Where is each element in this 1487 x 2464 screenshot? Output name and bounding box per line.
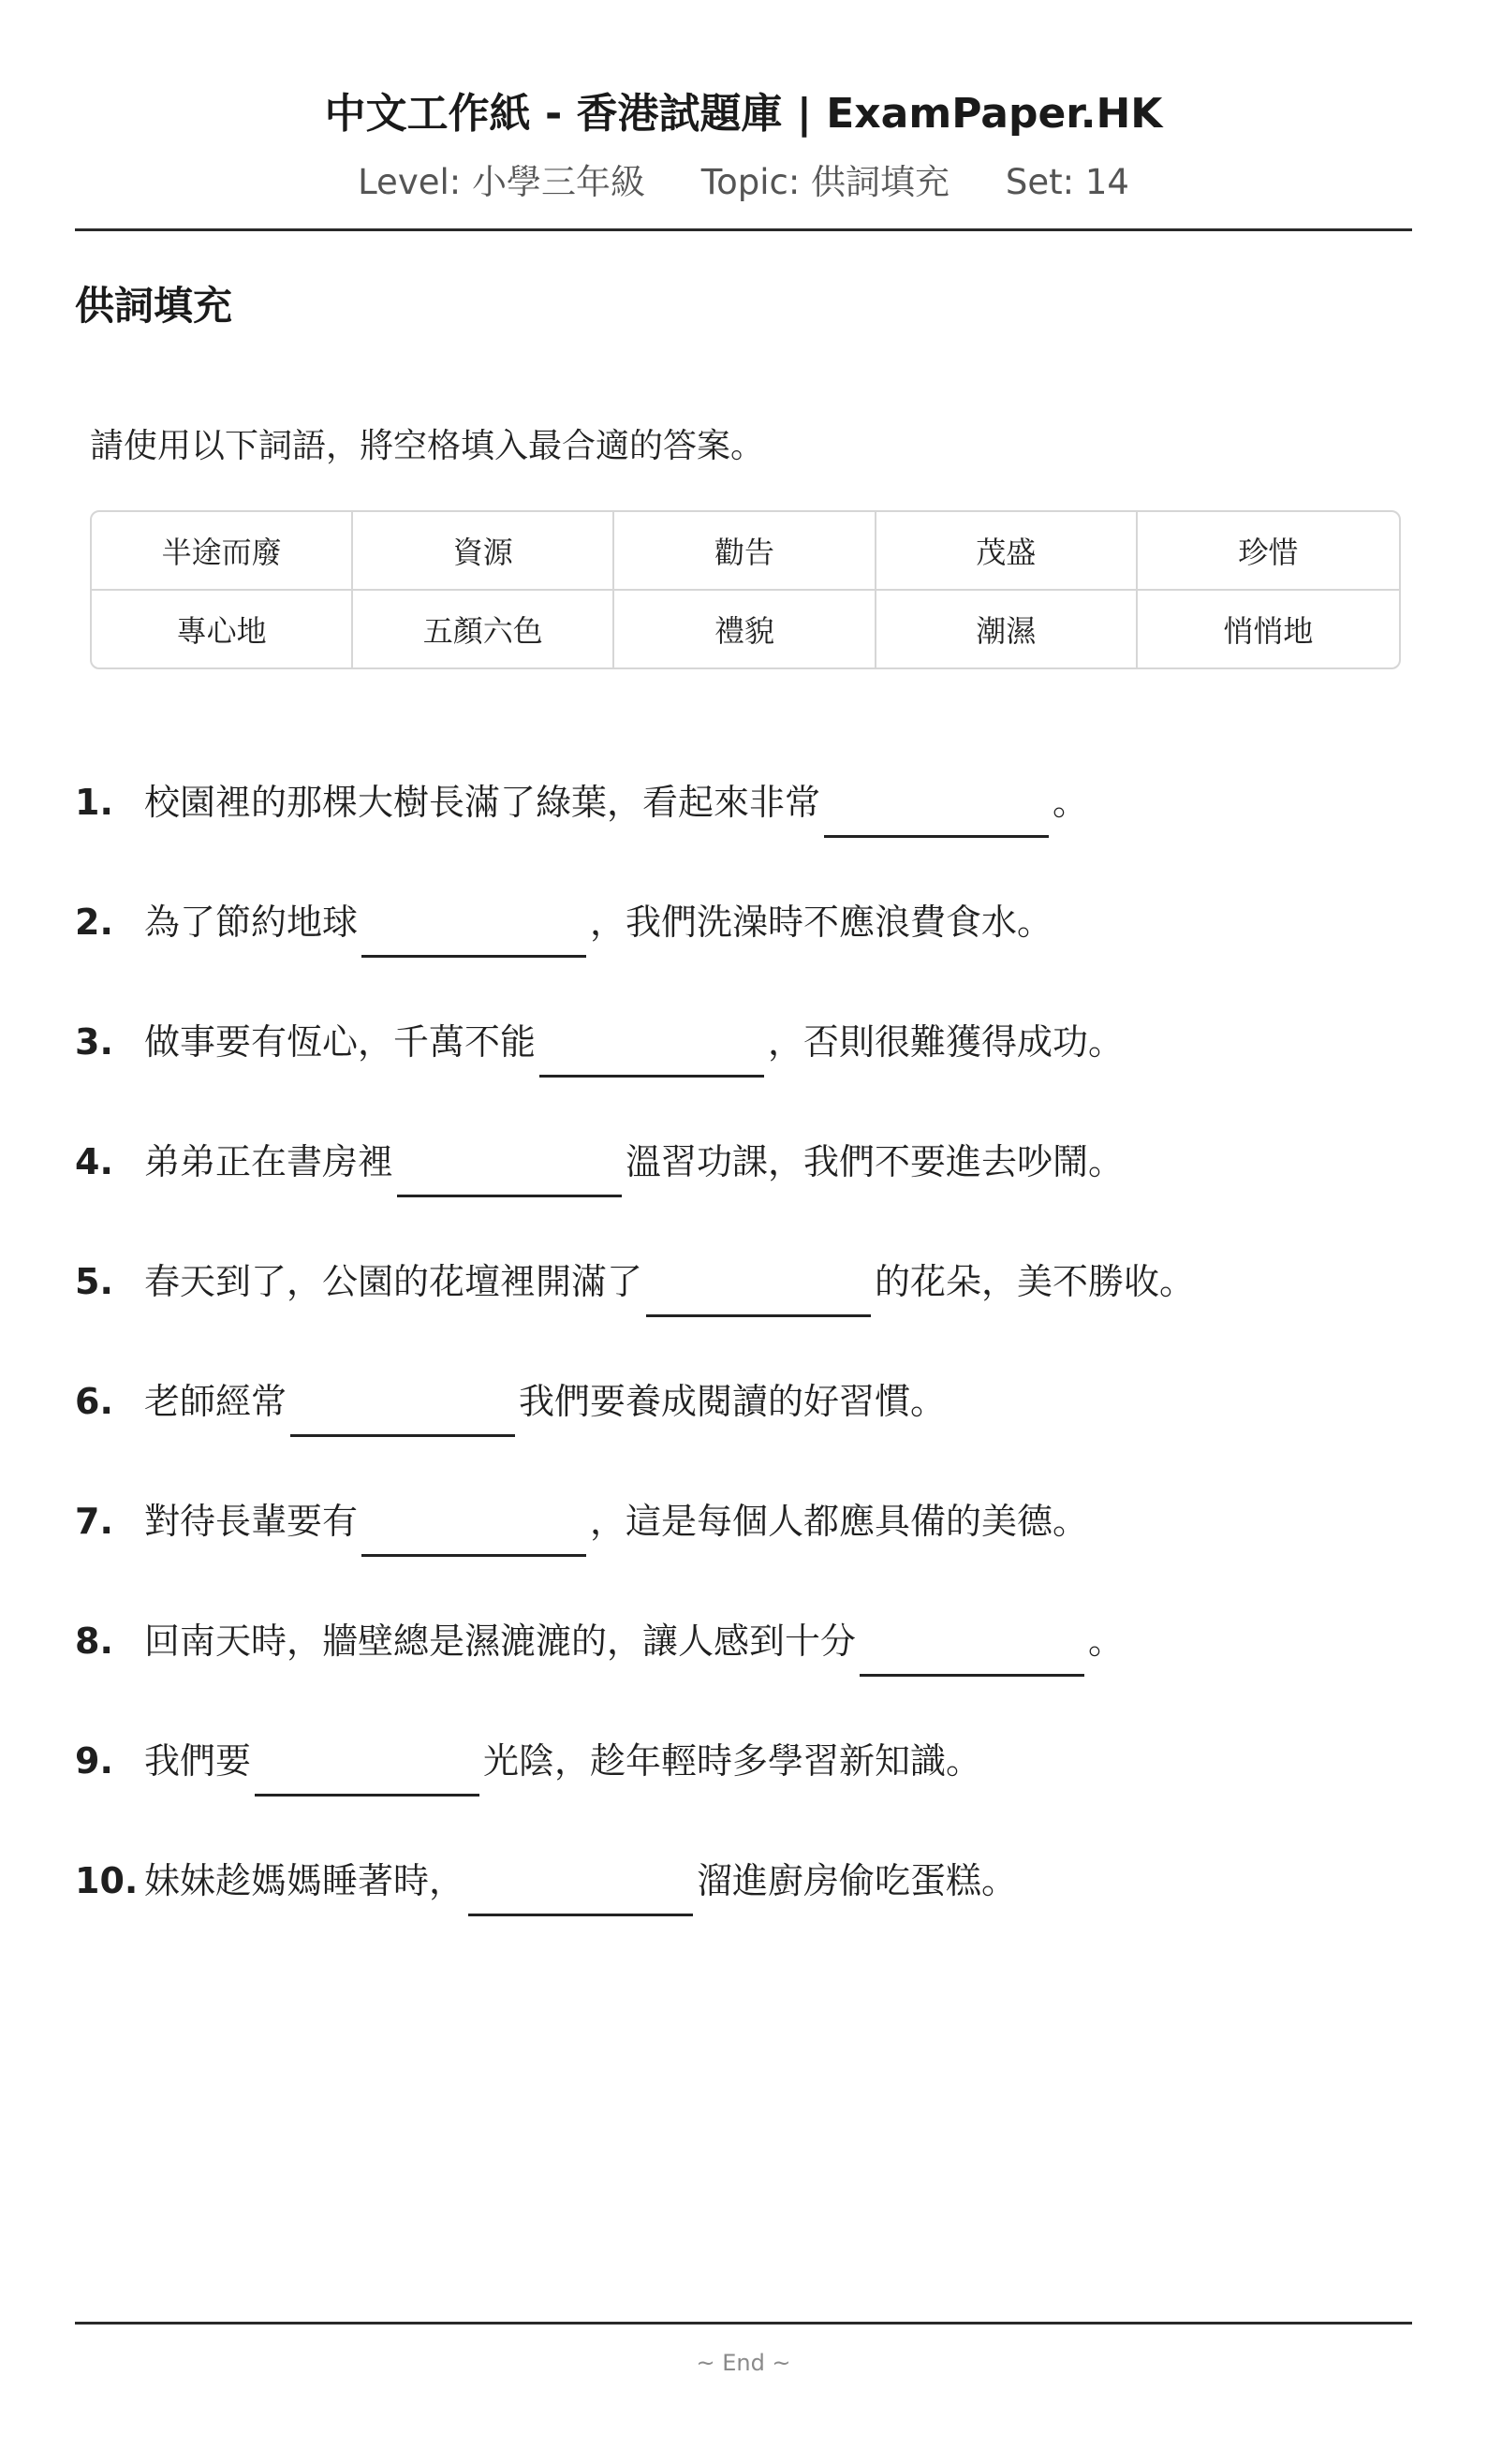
word-bank-cell: 茂盛 (876, 512, 1138, 591)
answer-blank[interactable] (539, 1037, 764, 1078)
answer-blank[interactable] (860, 1636, 1084, 1677)
word-bank-cell: 禮貌 (614, 591, 876, 667)
question-text-before: 我們要 (144, 1740, 252, 1782)
word-bank-cell: 半途而廢 (92, 512, 353, 591)
question-number: 5. (75, 1261, 113, 1302)
topic-label: Topic: 供詞填充 (700, 162, 950, 202)
question-text-before: 弟弟正在書房裡 (144, 1141, 394, 1182)
question-text-after: 溜進廚房偷吃蛋糕。 (697, 1860, 1018, 1901)
worksheet-meta (75, 159, 1412, 206)
question-text (144, 1137, 1124, 1186)
question-number: 10. (75, 1860, 139, 1901)
word-bank-table (90, 510, 1401, 669)
answer-blank[interactable] (361, 1517, 586, 1557)
question-text-after: 我們要養成閱讀的好習慣。 (519, 1381, 947, 1422)
word-bank-cell: 資源 (353, 512, 614, 591)
answer-blank[interactable] (361, 917, 586, 958)
question-text-after: ，這是每個人都應具備的美德。 (590, 1501, 1089, 1542)
question-text-after: 。 (1088, 1621, 1125, 1662)
question-text-after: 光陰，趁年輕時多學習新知識。 (483, 1740, 982, 1782)
question-text (144, 1018, 1124, 1066)
page-title: 中文工作紙 - 香港試題庫 | ExamPaper.HK (324, 90, 1163, 138)
question-text (144, 778, 1088, 827)
question-item (75, 827, 1412, 946)
footer-divider (75, 2322, 1412, 2325)
question-item (75, 1066, 1412, 1186)
answer-blank[interactable] (290, 1397, 515, 1437)
worksheet-page (75, 0, 1412, 2464)
question-text-before: 妹妹趁媽媽睡著時， (144, 1860, 465, 1901)
question-number: 9. (75, 1740, 113, 1782)
question-number: 1. (75, 782, 113, 823)
question-text-before: 對待長輩要有 (144, 1501, 359, 1542)
answer-blank[interactable] (468, 1876, 693, 1916)
question-number: 2. (75, 902, 113, 943)
question-number: 4. (75, 1141, 113, 1182)
question-text (144, 898, 1053, 946)
word-bank-cell: 專心地 (92, 591, 353, 667)
question-text (144, 1257, 1195, 1306)
question-text (144, 1377, 946, 1426)
word-bank-cell: 勸告 (614, 512, 876, 591)
answer-blank[interactable] (646, 1277, 871, 1317)
question-text-after: 的花朵，美不勝收。 (875, 1261, 1196, 1302)
question-item (75, 1306, 1412, 1426)
question-number: 6. (75, 1381, 113, 1422)
header-divider (75, 228, 1412, 231)
question-item (75, 1426, 1412, 1546)
answer-blank[interactable] (255, 1756, 479, 1797)
level-label: Level: 小學三年級 (358, 162, 645, 202)
question-item (75, 1186, 1412, 1306)
question-text-after: 溫習功課，我們不要進去吵鬧。 (626, 1141, 1125, 1182)
question-text-before: 春天到了，公園的花壇裡開滿了 (144, 1261, 643, 1302)
question-text-after: ，我們洗澡時不應浪費食水。 (590, 902, 1053, 943)
section-title: 供詞填充 (75, 283, 233, 329)
question-text-after: 。 (1053, 782, 1089, 823)
question-text (144, 1856, 1017, 1905)
question-text (144, 1497, 1088, 1546)
question-item (75, 1546, 1412, 1665)
worksheet-header (75, 0, 1412, 206)
question-item (75, 778, 1412, 827)
question-number: 3. (75, 1021, 113, 1063)
question-text-before: 回南天時，牆壁總是濕漉漉的，讓人感到十分 (144, 1621, 857, 1662)
word-bank-cell: 珍惜 (1138, 512, 1399, 591)
set-label: Set: 14 (1005, 162, 1129, 202)
word-bank-cell: 潮濕 (876, 591, 1138, 667)
question-item (75, 1665, 1412, 1785)
answer-blank[interactable] (397, 1157, 622, 1197)
question-text (144, 1617, 1124, 1665)
question-text-before: 做事要有恆心，千萬不能 (144, 1021, 537, 1063)
question-number: 8. (75, 1621, 113, 1662)
instruction-text: 請使用以下詞語，將空格填入最合適的答案。 (90, 427, 765, 465)
question-text-before: 為了節約地球 (144, 902, 359, 943)
question-text-after: ，否則很難獲得成功。 (768, 1021, 1125, 1063)
word-bank-cell: 悄悄地 (1223, 613, 1314, 649)
question-item (75, 1785, 1412, 1905)
answer-blank[interactable] (824, 798, 1049, 838)
question-text-before: 老師經常 (144, 1381, 287, 1422)
question-text-before: 校園裡的那棵大樹長滿了綠葉，看起來非常 (144, 782, 821, 823)
word-bank-cell: 五顏六色 (353, 591, 614, 667)
question-number: 7. (75, 1501, 113, 1542)
question-list (75, 778, 1412, 1905)
question-text (144, 1737, 981, 1785)
footer-end-mark: ~ End ~ (696, 2350, 791, 2376)
question-item (75, 946, 1412, 1066)
